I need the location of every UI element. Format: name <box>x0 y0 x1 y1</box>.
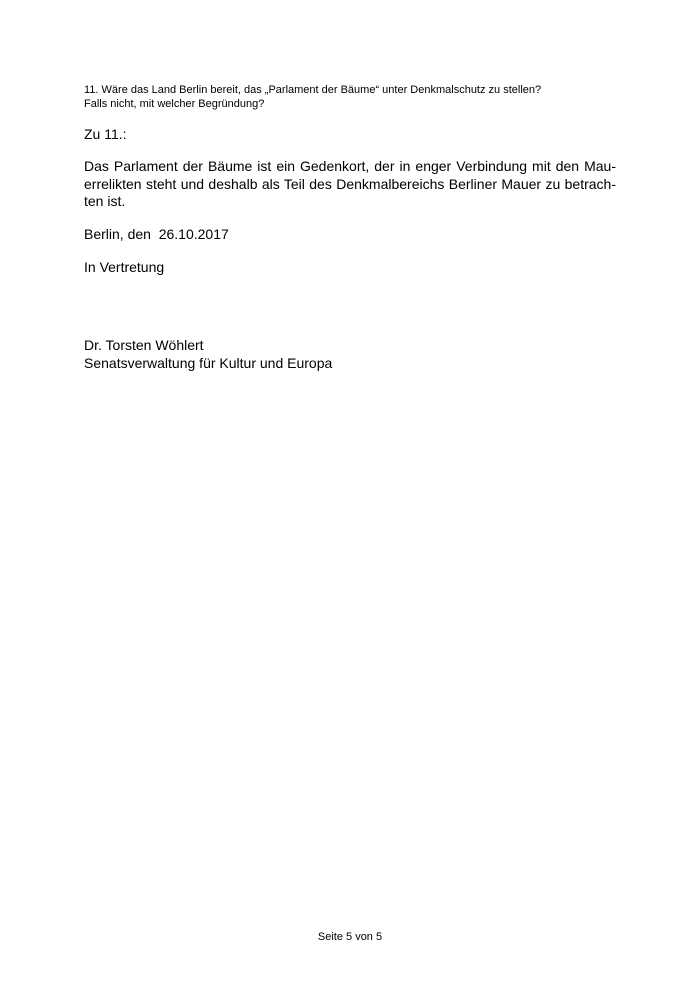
answer-heading: Zu 11.: <box>84 126 127 142</box>
signatory-name: Dr. Torsten Wöhlert <box>84 337 204 353</box>
answer-line: ten ist. <box>84 193 126 209</box>
question-block <box>84 83 624 111</box>
closing-line: In Vertretung <box>84 259 165 275</box>
question-line: 11. Wäre das Land Berlin bereit, das „Parlament der Bäume“ unter Denkmalschutz zu stellen? <box>84 84 542 96</box>
answer-line: Das Parlament der Bäume ist ein Gedenkort, der in enger Verbindung mit den Mau- <box>84 158 616 174</box>
signatory-office: Senatsverwaltung für Kultur und Europa <box>84 354 333 371</box>
signature-block <box>84 337 332 372</box>
page-number: Seite 5 von 5 <box>317 931 383 943</box>
question-line: Falls nicht, mit welcher Begründung? <box>84 98 265 110</box>
date-line: Berlin, den 26.10.2017 <box>84 226 229 242</box>
answer-line: errelikten steht und deshalb als Teil des Denkmalbereichs Berliner Mauer zu betrach- <box>84 175 616 192</box>
answer-paragraph <box>84 158 616 211</box>
